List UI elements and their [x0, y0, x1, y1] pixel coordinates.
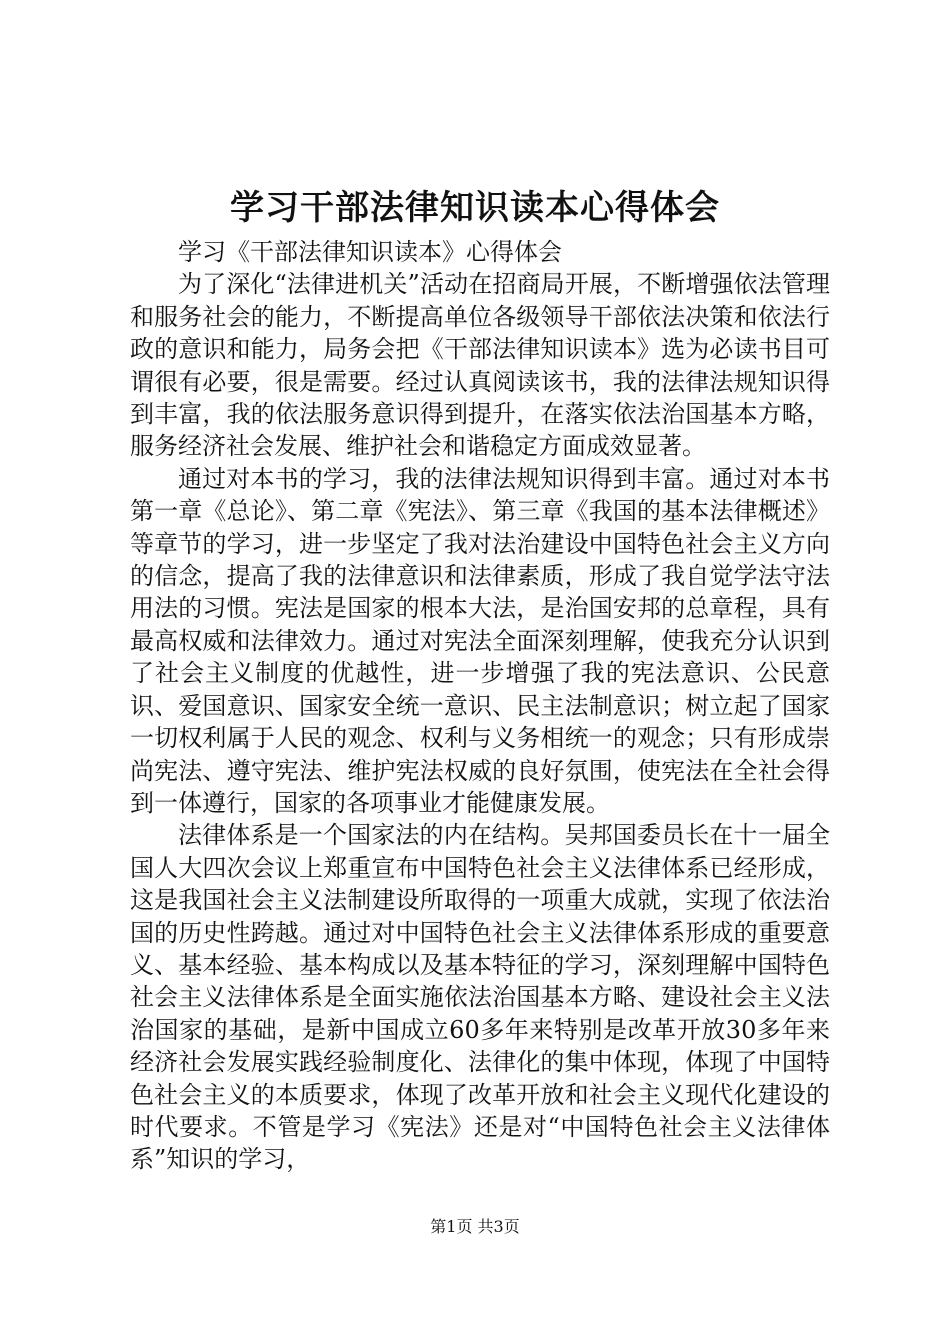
document-body	[130, 236, 830, 1176]
paragraph-2: 通过对本书的学习，我的法律法规知识得到丰富。通过对本书第一章《总论》、第二章《宪法》、第三章《我国的基本法律概述》等章节的学习，进一步坚定了我对法治建设中国特色社会主义方向的信念，提高了我的法律意识和法律素质，形成了我自觉学法守法用法的习惯。宪法是国家的根本大法，是治国安邦的总章程，具有最高权威和法律效力。通过对宪法全面深刻理解，使我充分认识到了社会主义制度的优越性，进一步增强了我的宪法意识、公民意识、爱国意识、国家安全统一意识、民主法制意识；树立起了国家一切权利属于人民的观念、权利与义务相统一的观念；只有形成崇尚宪法、遵守宪法、维护宪法权威的良好氛围，使宪法在全社会得到一体遵行，国家的各项事业才能健康发展。	[130, 464, 830, 817]
document-subtitle: 学习《干部法律知识读本》心得体会	[178, 238, 562, 266]
page-footer: 第1页 共3页	[430, 1217, 520, 1236]
paragraph-3: 法律体系是一个国家法的内在结构。吴邦国委员长在十一届全国人大四次会议上郑重宣布中国特色社会主义法律体系已经形成，这是我国社会主义法制建设所取得的一项重大成就，实现了依法治国的历史性跨越。通过对中国特色社会主义法律体系形成的重要意义、基本经验、基本构成以及基本特征的学习，深刻理解中国特色社会主义法律体系是全面实施依法治国基本方略、建设社会主义法治国家的基础，是新中国成立60多年来特别是改革开放30多年来经济社会发展实践经验制度化、法律化的集中体现，体现了中国特色社会主义的本质要求，体现了改革开放和社会主义现代化建设的时代要求。不管是学习《宪法》还是对“中国特色社会主义法律体系”知识的学习，	[130, 821, 830, 1174]
document-title: 学习干部法律知识读本心得体会	[230, 188, 720, 228]
paragraph-1: 为了深化“法律进机关”活动在招商局开展，不断增强依法管理和服务社会的能力，不断提高单位各级领导干部依法决策和依法行政的意识和能力，局务会把《干部法律知识读本》选为必读书目可谓很有必要，很是需要。经过认真阅读该书，我的法律法规知识得到丰富，我的依法服务意识得到提升，在落实依法治国基本方略，服务经济社会发展、维护社会和谐稳定方面成效显著。	[130, 270, 830, 461]
